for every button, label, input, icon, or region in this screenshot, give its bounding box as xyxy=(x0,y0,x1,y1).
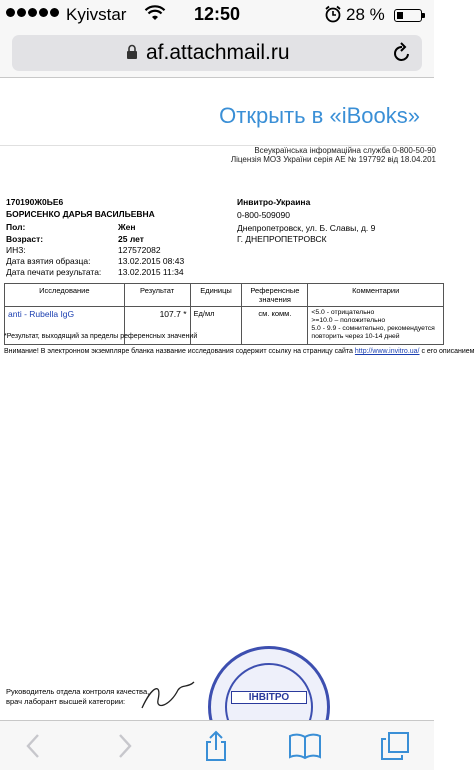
status-bar xyxy=(0,0,434,30)
column-header-test: Исследование xyxy=(5,284,125,307)
footnote: *Результат, выходящий за пределы референсных значений xyxy=(4,333,198,340)
column-header-reference: Референсные значения xyxy=(242,284,308,307)
column-header-result: Результат xyxy=(124,284,190,307)
back-button[interactable] xyxy=(16,729,50,763)
tabs-button[interactable] xyxy=(378,729,412,763)
comment-cell: <5.0 - отрицательно >=10.0 – положительно 5.0 - 9.9 - сомнительно, рекомендуется повторить через 10-14 дней xyxy=(308,307,444,345)
inz-value: 127572082 xyxy=(118,245,161,255)
lock-icon xyxy=(126,44,138,65)
document-page xyxy=(0,146,475,720)
age-value: 25 лет xyxy=(118,234,144,244)
sample-date-label: Дата взятия образца: xyxy=(6,256,91,266)
forward-button[interactable] xyxy=(108,729,142,763)
bookmarks-button[interactable] xyxy=(288,729,322,763)
age-label: Возраст: xyxy=(6,234,44,244)
ibooks-banner xyxy=(0,78,434,146)
browser-address-bar xyxy=(0,30,434,78)
gender-label: Пол: xyxy=(6,222,26,232)
column-header-comments: Комментарии xyxy=(308,284,444,307)
notice xyxy=(4,348,475,355)
patient-code: 170190Ж0ЬЕ6 xyxy=(6,197,64,207)
tabs-icon xyxy=(380,731,410,761)
notice-tail: с его описанием xyxy=(421,348,475,355)
sample-date-value: 13.02.2015 08:43 xyxy=(118,256,185,266)
header-info-service: Всеукраїнська інформаційна служба 0-800-50-90 xyxy=(254,146,436,155)
gender-value: Жен xyxy=(118,222,136,232)
result-flag: * xyxy=(183,309,187,319)
results-table-header xyxy=(5,284,444,307)
chevron-right-icon xyxy=(117,733,133,759)
column-header-units: Единицы xyxy=(190,284,242,307)
print-date-label: Дата печати результата: xyxy=(6,267,102,277)
test-name-link[interactable]: anti - Rubella IgG xyxy=(5,307,125,345)
patient-name: БОРИСЕНКО ДАРЬЯ ВАСИЛЬЕВНА xyxy=(6,209,155,219)
signature xyxy=(138,676,198,718)
open-in-ibooks-link[interactable]: Открыть в «iBooks» xyxy=(219,103,420,128)
carrier-name: Kyivstar xyxy=(66,5,127,24)
url-field[interactable] xyxy=(12,35,422,71)
battery-percentage: 28 % xyxy=(346,5,385,24)
lab-phone: 0-800-509090 xyxy=(237,210,290,220)
share-icon xyxy=(204,730,228,762)
url-text: af.attachmail.ru xyxy=(146,41,290,64)
header-license: Ліцензія МОЗ України серія АЕ № 197792 від 18.04.201 xyxy=(230,155,436,164)
notice-text: Внимание! В электронном экземпляре бланка название исследования содержит ссылку на страницу сайта xyxy=(4,348,353,355)
clock: 12:50 xyxy=(193,4,241,24)
units-cell: Ед/мл xyxy=(190,307,242,345)
share-button[interactable] xyxy=(199,729,233,763)
alarm-clock-icon xyxy=(324,5,342,28)
stamp-label: ІНВІТРО xyxy=(231,691,307,704)
chevron-left-icon xyxy=(25,733,41,759)
lab-name: Инвитро-Украина xyxy=(237,197,311,207)
reference-cell: см. комм. xyxy=(242,307,308,345)
signature-line-1: Руководитель отдела контроля качества, xyxy=(6,687,150,696)
lab-address: Днепропетровск, ул. Б. Славы, д. 9 xyxy=(237,223,376,233)
result-value: 107.7 xyxy=(159,309,181,319)
reload-icon[interactable] xyxy=(392,42,412,69)
inz-label: ИНЗ: xyxy=(6,245,26,255)
battery-icon xyxy=(394,9,422,22)
print-date-value: 13.02.2015 11:34 xyxy=(118,267,184,277)
bookmarks-icon xyxy=(288,732,322,760)
lab-city: Г. ДНЕПРОПЕТРОВСК xyxy=(237,234,327,244)
invitro-link[interactable]: http://www.invitro.ua/ xyxy=(354,348,420,355)
browser-toolbar xyxy=(0,720,434,770)
signature-line-2: врач лаборант высшей категории: xyxy=(6,697,126,706)
